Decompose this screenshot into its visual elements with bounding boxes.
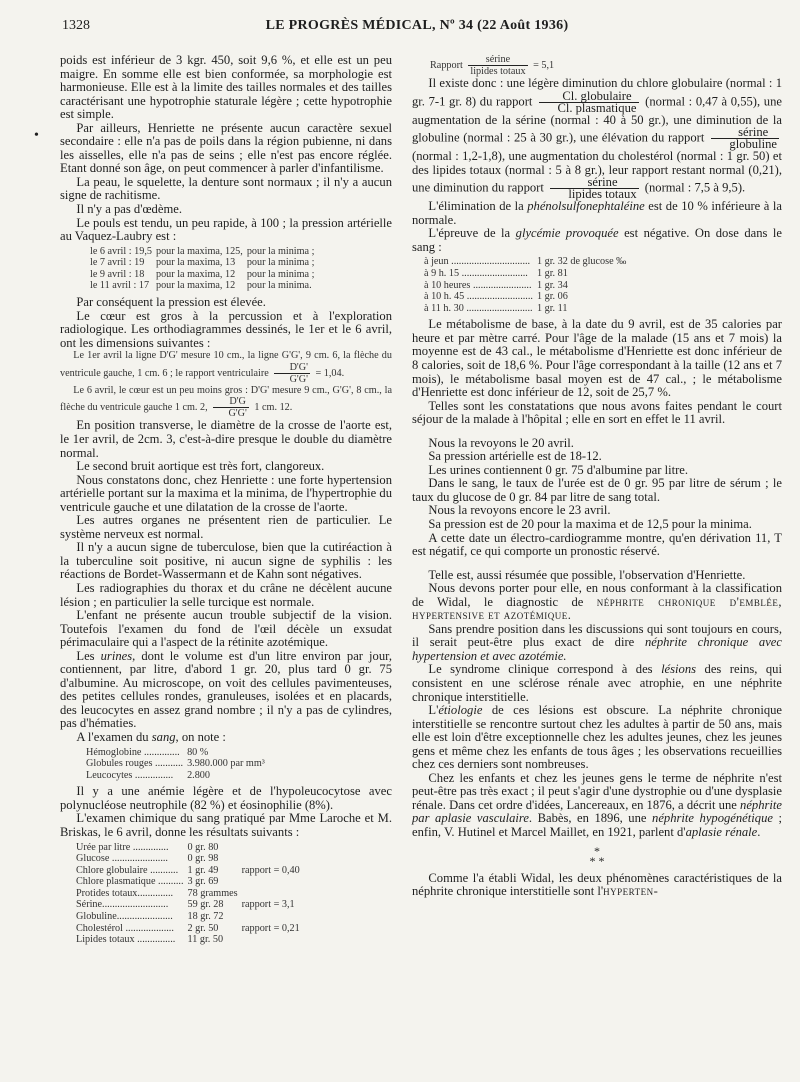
margin-bullet-mark: • bbox=[34, 128, 39, 143]
ratio-label: Rapport bbox=[430, 59, 463, 71]
ratio-fraction bbox=[213, 396, 249, 419]
blood-chemistry-table bbox=[74, 842, 302, 946]
fraction-numerator: sérine bbox=[468, 54, 527, 66]
paragraph bbox=[412, 582, 782, 623]
blood-row bbox=[84, 770, 267, 782]
chemistry-row-cell: Urée par litre .............. bbox=[76, 841, 169, 853]
blood-pressure-table bbox=[88, 246, 316, 292]
fraction-denominator: G'G' bbox=[228, 408, 247, 420]
pressure-row bbox=[88, 269, 316, 281]
glycemia-row bbox=[422, 291, 628, 303]
text-run: A l'examen du bbox=[76, 729, 152, 744]
chemistry-row-cell: rapport = 0,40 bbox=[241, 864, 300, 876]
blood-row-cell: 80 % bbox=[187, 746, 209, 758]
chemistry-row bbox=[74, 876, 302, 888]
blood-row-cell: 2.800 bbox=[187, 769, 210, 781]
paragraph: La peau, le squelette, la denture sont normaux ; il n'y a aucun signe de rachitisme. bbox=[60, 174, 392, 203]
paragraph: Nous la revoyons encore le 23 avril. bbox=[428, 503, 611, 518]
emphasis: urines bbox=[100, 648, 133, 663]
chemistry-row-cell: Cholestérol ................... bbox=[76, 922, 174, 934]
pressure-row bbox=[88, 257, 316, 269]
chemistry-row-cell bbox=[240, 888, 302, 900]
fraction-numerator: Cl. globulaire bbox=[539, 91, 638, 103]
pressure-row bbox=[88, 246, 316, 258]
paragraph: Nous constatons donc, chez Henriette : une forte hypertension artérielle portant sur la maxima et la minima, de l'hypertrophie du ventricule gauche et une dilatation de la crosse de l'aorte. bbox=[60, 472, 392, 514]
pressure-row-cell: pour la maxima, 125, bbox=[155, 245, 243, 257]
text-run: Le syndrome clinique correspond à des bbox=[428, 662, 662, 677]
blood-row-cell: Hémoglobine .............. bbox=[86, 746, 180, 758]
glycemia-row-cell: à 10 h. 45 .......................... bbox=[424, 291, 533, 303]
pressure-row-cell: pour la minima ; bbox=[246, 245, 315, 257]
paragraph bbox=[412, 772, 782, 840]
glycemia-row-cell: 1 gr. 11 bbox=[536, 302, 568, 314]
note-text: Le 1er avril la ligne D'G' mesure 10 cm., la ligne G'G', 9 cm. 6, la flèche du ventricule gauche, 1 cm. 6 ; le rapport ventriculaire bbox=[60, 350, 392, 379]
chemistry-row-cell: 18 gr. 72 bbox=[187, 911, 224, 923]
text-run: Chez les enfants et chez les jeunes gens le terme de néphrite n'est peut-être pas très exact ; il peut s'agir d'une dystrophie ou d'une dysplasie rénale. Dans cet ordre d'idées, Lancereaux, en 1876, a décrit une bbox=[412, 770, 782, 812]
pressure-row-cell: pour la maxima, 12 bbox=[155, 280, 236, 292]
chemistry-row-cell: 0 gr. 98 bbox=[187, 853, 219, 865]
paragraph bbox=[412, 623, 782, 664]
paragraph: Sa pression est de 20 pour la maxima et de 12,5 pour la minima. bbox=[428, 517, 752, 531]
glycemia-row-cell: 1 gr. 32 de glucose ‰ bbox=[536, 256, 627, 268]
note-text: 1 cm. 12. bbox=[254, 402, 293, 414]
chemistry-row bbox=[74, 899, 302, 911]
chemistry-row-cell: 78 grammes bbox=[187, 887, 238, 899]
fraction-denominator: lipides totaux bbox=[568, 187, 637, 202]
paragraph bbox=[412, 77, 782, 200]
text-run: Nous devons porter pour elle, en nous conformant à la classification de Widal, le diagnostic de bbox=[412, 581, 782, 609]
paragraph: L'examen chimique du sang pratiqué par Mme Laroche et M. Briskas, le 6 avril, donne les résultats suivants : bbox=[60, 811, 392, 839]
glycemia-table bbox=[422, 256, 628, 314]
text-run: Sans prendre position dans les discussions qui sont toujours en cours, il serait peut-être plus exact de dire bbox=[412, 621, 782, 650]
chemistry-row bbox=[74, 842, 302, 854]
chemistry-row-cell bbox=[240, 853, 302, 865]
fraction-numerator: sérine bbox=[711, 127, 779, 139]
paragraph: Il n'y a aucun signe de tuberculose, bien que la cutiréaction à la tuberculine soit positive, ni aucun signe de syphilis : les réactions de Bordet-Wassermann et de Kahn sont négatives. bbox=[60, 540, 392, 582]
glycemia-row-cell: à 11 h. 30 .......................... bbox=[424, 302, 533, 314]
text-run: (normal : 7,5 à 9,5). bbox=[644, 180, 746, 195]
pressure-row-cell: le 7 avril : 19 bbox=[90, 257, 145, 269]
pressure-row-cell: le 6 avril : 19,5 bbox=[90, 245, 152, 257]
fraction-denominator: G'G' bbox=[289, 373, 308, 385]
journal-title: LE PROGRÈS MÉDICAL, Nº 34 (22 Août 1936) bbox=[265, 18, 569, 33]
text-run: , dont le volume est d'un litre environ par jour, contiennent, par litre, d'abord 1 gr. 20, plus tard 0 gr. 75 d'albumine. Au microscope, on voit des cellules pavimenteuses, des petites cellules rondes, granuleuses, isolées et en placards, des leucocytes en assez grand nombre ; il n'y a pas de cylindres, pas d'hématies. bbox=[60, 648, 392, 731]
glycemia-row-cell: 1 gr. 34 bbox=[536, 279, 568, 291]
fraction-denominator: lipides totaux bbox=[470, 66, 526, 77]
chemistry-row-cell: 59 gr. 28 bbox=[187, 899, 224, 911]
glycemia-row-cell: à jeun ............................... bbox=[424, 256, 531, 268]
fraction-denominator: globuline bbox=[729, 137, 777, 152]
text-run: des reins, qui consistent en une sclérose rénale avec atrophie, en une néphrite chronique interstitielle. bbox=[412, 662, 782, 704]
pressure-row bbox=[88, 280, 316, 292]
chemistry-row-cell bbox=[240, 876, 302, 888]
text-run: . Babès, en 1896, une bbox=[528, 811, 653, 826]
text-run: , on note : bbox=[175, 729, 226, 744]
text-run: . bbox=[757, 825, 761, 840]
paragraph: En position transverse, le diamètre de la crosse de l'aorte est, le 1er avril, de 2cm. 3, c'est-à-dire presque le double du diamètre normal. bbox=[60, 418, 392, 460]
text-run: (normal : 1,2-1,8), une augmentation du cholestérol (normal : 1 gr. 50) et des lipides totaux (normal : 5 à 8 gr.), leur rapport restant normal (0,21), une diminution du rapport bbox=[412, 149, 782, 195]
chemistry-row-cell: Sérine.......................... bbox=[76, 899, 169, 911]
paragraph bbox=[412, 663, 782, 704]
paragraph: A cette date un électro-cardiogramme montre, qu'en dérivation 11, T est négatif, ce qui comporte un pronostic réservé. bbox=[412, 530, 782, 559]
paragraph: Il y a une anémie légère et de l'hypoleucocytose avec polynucléose neutrophile (82 %) et éosinophilie (8%). bbox=[60, 784, 392, 812]
blood-row-cell: Globules rouges ........... bbox=[86, 758, 184, 770]
chemistry-row-cell bbox=[240, 934, 302, 946]
paragraph: Les urines contiennent 0 gr. 75 d'albumine par litre. bbox=[428, 462, 689, 477]
glycemia-row bbox=[422, 280, 628, 292]
glycemia-row-cell: à 10 heures ....................... bbox=[424, 279, 532, 291]
chemistry-row-cell: 2 gr. 50 bbox=[187, 922, 219, 934]
fraction-denominator: Cl. plasmatique bbox=[557, 100, 637, 115]
note-text: Le 6 avril, le cœur est un peu moins gros : D'G' mesure 9 cm., G'G', 8 cm., la flèche du ventricule gauche 1 cm. 2, bbox=[60, 384, 392, 414]
fraction-numerator: D'G bbox=[213, 396, 249, 408]
ratio-fraction bbox=[468, 54, 527, 77]
paragraph bbox=[60, 731, 392, 745]
blood-count-table bbox=[84, 747, 267, 782]
paragraph: Par conséquent la pression est élevée. bbox=[76, 295, 266, 310]
emphasis: sang bbox=[151, 729, 176, 744]
paragraph: Le pouls est tendu, un peu rapide, à 100 ; la pression artérielle au Vaquez-Laubry est : bbox=[60, 215, 392, 244]
paragraph: poids est inférieur de 3 kgr. 450, soit 9,6 %, et elle est un peu maigre. En somme elle est bien conformée, sa morphologie est harmonieuse. Elle est à la limite des tailles normales et des tailles caractérisant une hypotrophie staturale légère ; cette hypotrophie est simple. bbox=[60, 53, 392, 122]
paragraph: Le métabolisme de base, à la date du 9 avril, est de 35 calories par heure et par mètre carré. Pour l'âge de la malade (15 ans et 7 mois) la moyenne est de 43 cal., le métabolisme d'Henriette est donc inférieur de 8 calories, soit de 18,6 %. Pour l'âge correspondant à la taille (12 ans et 7 mois), le métabolisme basal moyen est de 47 cal., ; le métabolisme d'Henriette est donc inférieur de 12, soit de 25,7 %. bbox=[412, 317, 782, 400]
blood-row bbox=[84, 758, 267, 770]
paragraph: Le cœur est gros à la percussion et à l'exploration radiologique. Les orthodiagrammes dessinés, le 1er et le 6 avril, ont les dimensions suivantes : bbox=[60, 308, 392, 350]
chemistry-row-cell: rapport = 0,21 bbox=[241, 922, 300, 934]
chemistry-row bbox=[74, 888, 302, 900]
note-text: = 1,04. bbox=[315, 367, 345, 379]
emphasis: néphrite chronique avec hypertension et avec azotémie. bbox=[412, 635, 782, 663]
chemistry-row-cell: Globuline...................... bbox=[76, 911, 173, 923]
chemistry-row bbox=[74, 853, 302, 865]
right-column bbox=[412, 54, 782, 899]
emphasis: phénolsulfonephtaléine bbox=[527, 199, 645, 214]
blood-row-cell: 3.980.000 par mm³ bbox=[187, 758, 265, 770]
text-run: Il existe donc : une légère diminution du chlore globulaire (normal : 1 gr. 7-1 gr. 8) du rapport bbox=[412, 76, 782, 108]
page-number: 1328 bbox=[62, 18, 90, 33]
pressure-row-cell: pour la minima ; bbox=[246, 257, 315, 269]
chemistry-row-cell: 1 gr. 49 bbox=[187, 864, 219, 876]
chemistry-row-cell: rapport = 3,1 bbox=[241, 899, 295, 911]
text-run: Les bbox=[76, 648, 101, 663]
chemistry-row-cell: Lipides totaux ............... bbox=[76, 934, 176, 946]
chemistry-row bbox=[74, 934, 302, 946]
paragraph bbox=[412, 200, 782, 227]
chemistry-row-cell: Protides totaux.............. bbox=[76, 887, 174, 899]
glycemia-row bbox=[422, 256, 628, 268]
pressure-row-cell: pour la maxima, 12 bbox=[155, 268, 236, 280]
emphasis: lésions bbox=[661, 662, 697, 677]
pressure-row-cell: pour la maxima, 13 bbox=[155, 257, 236, 269]
paragraph: Par ailleurs, Henriette ne présente aucun caractère sexuel secondaire : elle n'a pas de poils dans la région pubienne, ni dans les aisselles, elle n'a pas de seins ; elle n'est pas encore réglée. Etant donné son âge, on peut commencer à parler d'infantilisme. bbox=[60, 120, 392, 176]
chemistry-row-cell: 0 gr. 80 bbox=[187, 841, 219, 853]
paragraph: Sa pression artérielle est de 18-12. bbox=[428, 449, 602, 464]
ratio-fraction bbox=[711, 127, 779, 150]
emphasis: étiologie bbox=[438, 703, 483, 718]
glycemia-row-cell: à 9 h. 15 .......................... bbox=[424, 267, 528, 279]
chemistry-row-cell bbox=[240, 842, 302, 854]
left-column bbox=[60, 54, 392, 950]
pressure-row-cell: pour la minima ; bbox=[246, 268, 315, 280]
fraction-numerator: D'G' bbox=[274, 362, 310, 374]
text-run: de ces lésions est obscure. La néphrite chronique interstitielle se rencontre surtout chez les adultes à partir de 50 ans, mais elle est loin d'être exceptionnelle chez les adultes jeunes, chez les jeunes gens et même chez les enfants de tous âges ; les observations recueillies chez ces derniers sont nombreuses. bbox=[412, 703, 782, 772]
orthodiagram-note-2 bbox=[60, 385, 392, 420]
ratio-value: = 5,1 bbox=[533, 59, 555, 71]
chemistry-row bbox=[74, 911, 302, 923]
chemistry-row-cell: Chlore globulaire ........... bbox=[76, 864, 179, 876]
pressure-row-cell: le 11 avril : 17 bbox=[90, 280, 150, 292]
text-run: ; enfin, V. Hutinel et Marcel Maillet, en 1921, parlent d' bbox=[412, 811, 782, 840]
text-run: (normal : 0,47 à 0,55), une augmentation de la sérine (normal : 40 à 50 gr.), une diminution de la globuline (normal : 25 à 30 gr.), une élévation du rapport bbox=[412, 93, 782, 145]
orthodiagram-note-1 bbox=[60, 350, 392, 385]
ratio-line bbox=[430, 54, 782, 77]
paragraph: Telles sont les constatations que nous avons faites pendant le court séjour de la malade à l'hôpital ; elle en sort en effet le 11 avril. bbox=[412, 398, 782, 427]
emphasis: glycémie provoquée bbox=[515, 226, 619, 241]
blood-row bbox=[84, 747, 267, 759]
pressure-row-cell: pour la minima. bbox=[246, 280, 312, 292]
text-run: L'épreuve de la bbox=[428, 226, 516, 241]
paragraph: Le second bruit aortique est très fort, clangoreux. bbox=[76, 459, 325, 474]
paragraph bbox=[412, 872, 782, 899]
diagnosis-smallcaps: néphrite chronique d'emblée, hypertensive et azotémique. bbox=[412, 594, 782, 623]
chemistry-row-cell: Chlore plasmatique .......... bbox=[76, 876, 184, 888]
chemistry-row bbox=[74, 865, 302, 877]
paragraph: Il n'y a pas d'œdème. bbox=[76, 202, 182, 217]
blood-row-cell: Leucocytes ............... bbox=[86, 769, 174, 781]
glycemia-row-cell: 1 gr. 81 bbox=[536, 267, 568, 279]
text-smallcaps: hyperten- bbox=[603, 884, 659, 899]
page-header bbox=[62, 18, 772, 40]
emphasis: néphrite hypogénétique bbox=[652, 811, 773, 826]
paragraph bbox=[412, 704, 782, 772]
text-run: Comme l'a établi Widal, les deux phénomènes caractéristiques de la néphrite chronique interstitielle sont l' bbox=[412, 870, 782, 899]
glycemia-row bbox=[422, 268, 628, 280]
paragraph bbox=[412, 227, 782, 254]
text-run: est négative. On dose dans le sang : bbox=[412, 226, 782, 254]
paragraph bbox=[60, 650, 392, 731]
text-run: L' bbox=[428, 703, 439, 718]
paragraph: Nous la revoyons le 20 avril. bbox=[428, 435, 574, 450]
chemistry-row-cell: 3 gr. 69 bbox=[187, 876, 219, 888]
glycemia-row-cell: 1 gr. 06 bbox=[536, 291, 568, 303]
paragraph: Dans le sang, le taux de l'urée est de 0 gr. 95 par litre de sérum ; le taux du glucose de 0 gr. 84 par litre de sang total. bbox=[412, 476, 782, 504]
ratio-fraction bbox=[539, 88, 638, 115]
pressure-row-cell: le 9 avril : 18 bbox=[90, 268, 145, 280]
chemistry-row-cell: 11 gr. 50 bbox=[187, 934, 224, 946]
chemistry-row bbox=[74, 923, 302, 935]
chemistry-row-cell bbox=[240, 911, 302, 923]
paragraph: L'enfant ne présente aucun trouble subjectif de la vision. Toutefois l'examen du fond de l'œil décèle un exsudat périmaculaire qui a l'aspect de la rétinite azotémique. bbox=[60, 608, 392, 650]
paragraph: Les radiographies du thorax et du crâne ne décèlent aucune lésion ; en particulier la selle turcique est normale. bbox=[60, 580, 392, 609]
ratio-fraction bbox=[274, 362, 310, 385]
fraction-numerator: sérine bbox=[550, 177, 639, 189]
text-run: est de 10 % inférieure à la normale. bbox=[412, 199, 782, 227]
asterism-divider: * * * bbox=[589, 843, 605, 868]
text-run: L'élimination de la bbox=[428, 199, 528, 214]
chemistry-row-cell: Glucose ...................... bbox=[76, 853, 168, 865]
emphasis: aplasie rénale bbox=[685, 825, 758, 840]
paragraph: Telle est, aussi résumée que possible, l'observation d'Henriette. bbox=[428, 567, 746, 582]
emphasis: néphrite par aplasie vasculaire bbox=[412, 797, 782, 826]
paragraph: Les autres organes ne présentent rien de particulier. Le système nerveux est normal. bbox=[60, 513, 392, 541]
ratio-fraction bbox=[550, 177, 639, 200]
glycemia-row bbox=[422, 303, 628, 315]
